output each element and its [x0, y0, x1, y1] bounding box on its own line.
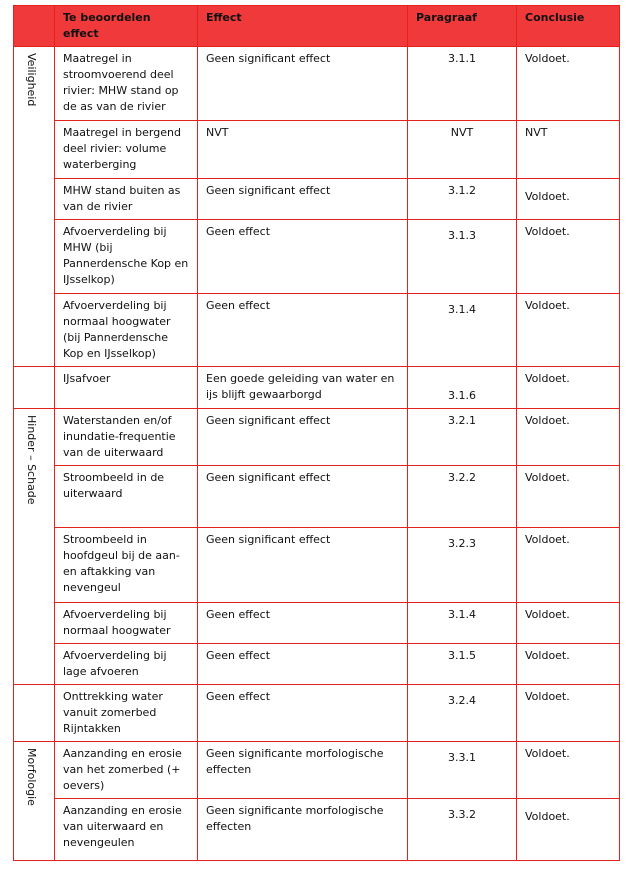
table-row: [14, 47, 620, 121]
subject-cell: IJsafvoer: [55, 367, 198, 409]
subject-cell: Aanzanding en erosie van het zomerbed (+ oevers): [55, 742, 198, 799]
table-row: [14, 685, 620, 742]
paragraph-cell: 3.2.1: [408, 409, 517, 466]
category-cell-morphology: [14, 742, 55, 861]
header-effect-subject: Te beoordelen effect: [55, 6, 198, 47]
category-cell-nuisance: [14, 409, 55, 685]
subject-cell: Afvoerverdeling bij normaal hoogwater (bij Pannerdensche Kop en IJsselkop): [55, 294, 198, 367]
category-cell-empty: [14, 367, 55, 409]
effect-cell: Geen effect: [198, 603, 408, 644]
subject-cell: Afvoerverdeling bij normaal hoogwater: [55, 603, 198, 644]
subject-cell: Maatregel in stroomvoerend deel rivier: MHW stand op de as van de rivier: [55, 47, 198, 121]
paragraph-cell: 3.1.6: [408, 367, 517, 409]
table-row: [14, 644, 620, 685]
paragraph-cell: 3.1.5: [408, 644, 517, 685]
category-cell-empty: [14, 685, 55, 742]
subject-cell: Waterstanden en/of inundatie-frequentie van de uiterwaard: [55, 409, 198, 466]
category-safety-label: Veiligheid: [25, 53, 38, 107]
paragraph-cell: 3.1.1: [408, 47, 517, 121]
effects-table: [13, 5, 620, 861]
table-row: [14, 742, 620, 799]
conclusion-cell: Voldoet.: [517, 220, 620, 294]
effect-cell: Geen effect: [198, 220, 408, 294]
category-cell-safety: [14, 47, 55, 367]
table-row: [14, 603, 620, 644]
conclusion-cell: Voldoet.: [517, 528, 620, 603]
table-row: [14, 466, 620, 528]
header-conclusion: Conclusie: [517, 6, 620, 47]
paragraph-cell: 3.2.4: [408, 685, 517, 742]
table-row: [14, 528, 620, 603]
paragraph-cell: 3.2.3: [408, 528, 517, 603]
paragraph-cell: 3.1.4: [408, 603, 517, 644]
conclusion-cell: Voldoet.: [517, 367, 620, 409]
effect-cell: Geen significant effect: [198, 466, 408, 528]
subject-cell: Onttrekking water vanuit zomerbed Rijntakken: [55, 685, 198, 742]
conclusion-cell: Voldoet.: [517, 466, 620, 528]
header-paragraph: Paragraaf: [408, 6, 517, 47]
effect-cell: Geen effect: [198, 685, 408, 742]
effect-cell: Geen significant effect: [198, 409, 408, 466]
effect-cell: Geen significante morfologische effecten: [198, 799, 408, 861]
category-nuisance-label: Hinder – Schade: [25, 415, 38, 505]
conclusion-cell: Voldoet.: [517, 409, 620, 466]
conclusion-cell: Voldoet.: [517, 603, 620, 644]
table-row: [14, 367, 620, 409]
subject-cell: Stroombeeld in de uiterwaard: [55, 466, 198, 528]
table-row: [14, 220, 620, 294]
conclusion-cell: Voldoet.: [517, 47, 620, 121]
subject-cell: Maatregel in bergend deel rivier: volume waterberging: [55, 121, 198, 179]
table-row: [14, 409, 620, 466]
conclusion-cell: Voldoet.: [517, 799, 620, 861]
paragraph-cell: 3.1.4: [408, 294, 517, 367]
conclusion-cell: Voldoet.: [517, 685, 620, 742]
conclusion-cell: Voldoet.: [517, 294, 620, 367]
paragraph-cell: 3.3.1: [408, 742, 517, 799]
paragraph-cell: 3.2.2: [408, 466, 517, 528]
effect-cell: Geen significant effect: [198, 47, 408, 121]
conclusion-cell: Voldoet.: [517, 644, 620, 685]
effect-cell: Geen significant effect: [198, 528, 408, 603]
effect-cell: Een goede geleiding van water en ijs blijft gewaarborgd: [198, 367, 408, 409]
effect-cell: Geen effect: [198, 294, 408, 367]
table-row: [14, 799, 620, 861]
table-row: [14, 294, 620, 367]
table-row: [14, 179, 620, 220]
subject-cell: Aanzanding en erosie van uiterwaard en nevengeulen: [55, 799, 198, 861]
paragraph-cell: 3.3.2: [408, 799, 517, 861]
subject-cell: Afvoerverdeling bij MHW (bij Pannerdensche Kop en IJsselkop): [55, 220, 198, 294]
conclusion-cell: Voldoet.: [517, 179, 620, 220]
effect-cell: NVT: [198, 121, 408, 179]
paragraph-cell: NVT: [408, 121, 517, 179]
subject-cell: MHW stand buiten as van de rivier: [55, 179, 198, 220]
effect-cell: Geen significant effect: [198, 179, 408, 220]
header-effect: Effect: [198, 6, 408, 47]
header-category: [14, 6, 55, 47]
subject-cell: Stroombeeld in hoofdgeul bij de aan- en aftakking van nevengeul: [55, 528, 198, 603]
table-row: [14, 121, 620, 179]
paragraph-cell: 3.1.3: [408, 220, 517, 294]
conclusion-cell: NVT: [517, 121, 620, 179]
effect-cell: Geen significante morfologische effecten: [198, 742, 408, 799]
effect-cell: Geen effect: [198, 644, 408, 685]
conclusion-cell: Voldoet.: [517, 742, 620, 799]
subject-cell: Afvoerverdeling bij lage afvoeren: [55, 644, 198, 685]
paragraph-cell: 3.1.2: [408, 179, 517, 220]
header-row: [14, 6, 620, 47]
category-morphology-label: Morfologie: [25, 748, 38, 806]
